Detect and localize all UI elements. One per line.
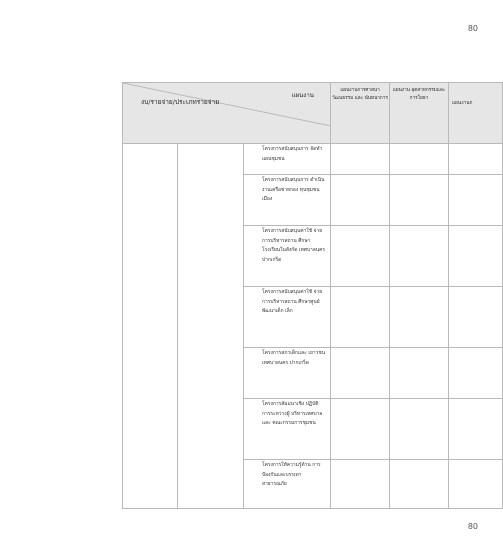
value-cell <box>390 175 449 226</box>
value-cell <box>390 226 449 287</box>
value-cell <box>449 348 503 399</box>
value-cell <box>331 287 390 348</box>
project-cell: โครงการให้ความรู้ด้าน การป้องกันและบรรเทา สาธารณภัย <box>244 460 331 509</box>
diagonal-header-cell <box>123 83 331 144</box>
project-cell: โครงการสนับสนุนการ ดำเนินงานเครือข่ายกอง ทุนชุมชนเมือง <box>244 175 331 226</box>
budget-table-container <box>122 82 480 488</box>
value-cell <box>331 460 390 509</box>
value-cell <box>331 175 390 226</box>
project-cell: โครงการสภาเด็กและ เยาวชนเทศบาลนคร ปากเกร็ด <box>244 348 331 399</box>
project-cell: โครงการสนับสนุนค่าใช้ จ่ายการบริหารสถาน ศึกษาศูนย์พัฒนาเด็ก เล็ก <box>244 287 331 348</box>
value-cell <box>331 144 390 175</box>
header-religion-culture: แผนงานการศาสนา วัฒนธรรม และ นันทนาการ <box>331 83 390 144</box>
table-header-row <box>123 83 503 144</box>
table-row <box>123 144 503 175</box>
value-cell <box>390 460 449 509</box>
value-cell <box>449 226 503 287</box>
page-number-bottom: 80 <box>467 522 478 531</box>
expense-type-cell <box>178 144 244 509</box>
value-cell <box>331 399 390 460</box>
value-cell <box>331 226 390 287</box>
value-cell <box>449 399 503 460</box>
header-industry-public-works: แผนงาน อุตสาหกรรมและ การโยธา <box>390 83 449 144</box>
value-cell <box>390 348 449 399</box>
header-next-plan: แผนงานก <box>449 83 503 144</box>
value-cell <box>449 460 503 509</box>
header-plan-label: แผนงาน <box>291 92 315 99</box>
value-cell <box>390 144 449 175</box>
page-number-top: 80 <box>467 24 478 33</box>
budget-category-cell <box>123 144 178 509</box>
value-cell <box>331 348 390 399</box>
project-cell: โครงการสนับสนุนการ จัดทำแผนชุมชน <box>244 144 331 175</box>
budget-table <box>122 82 503 509</box>
value-cell <box>449 175 503 226</box>
value-cell <box>390 287 449 348</box>
value-cell <box>390 399 449 460</box>
value-cell <box>449 144 503 175</box>
project-cell: โครงการสัมมนาเชิง ปฏิบัติการระหว่างผู้ บริหารเทศบาลและ คณะกรรมการชุมชน <box>244 399 331 460</box>
project-cell: โครงการสนับสนุนค่าใช้ จ่ายการบริหารสถาน ศึกษาโรงเรียนในสังกัด เทศบาลนครปากเกร็ด <box>244 226 331 287</box>
value-cell <box>449 287 503 348</box>
header-type-label: งบ/รายจ่าย/ประเภทรายจ่าย <box>141 98 220 106</box>
